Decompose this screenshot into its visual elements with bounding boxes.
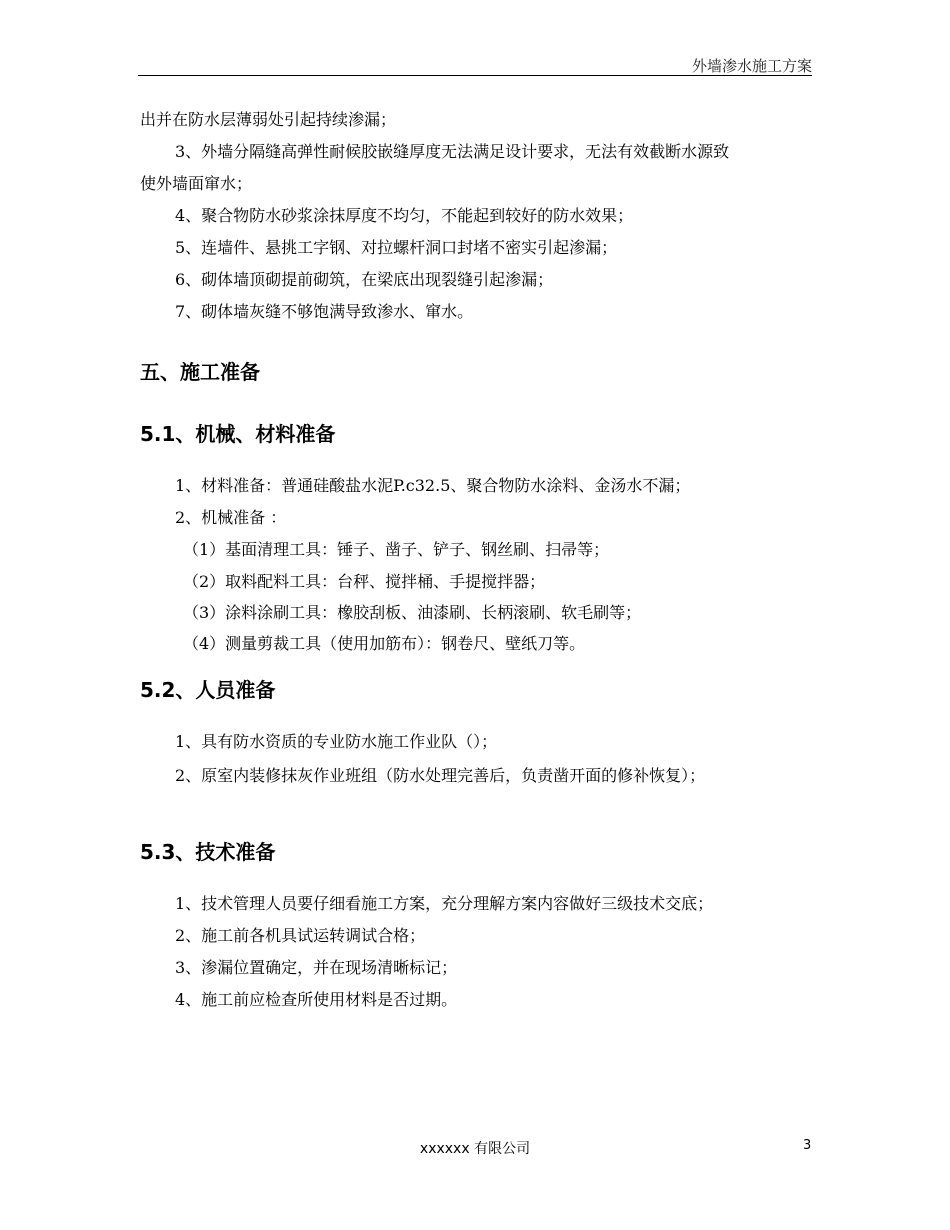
page-number: 3: [803, 1138, 812, 1153]
header-title: 外墙渗水施工方案: [691, 57, 812, 75]
body-line: 6、砌体墙顶砌提前砌筑，在梁底出现裂缝引起渗漏；: [175, 270, 554, 289]
subsection-heading: 5.3、技术准备: [140, 840, 276, 864]
header-rule: [138, 75, 812, 76]
list-item: 1、技术管理人员要仔细看施工方案，充分理解方案内容做好三级技术交底；: [175, 894, 714, 913]
list-item: 1、具有防水资质的专业防水施工作业队（）；: [175, 732, 498, 751]
list-item: 4、施工前应检查所使用材料是否过期。: [175, 990, 458, 1009]
body-line: 出并在防水层薄弱处引起持续渗漏；: [140, 110, 397, 129]
list-subitem: （4）测量剪裁工具（使用加筋布）：钢卷尺、壁纸刀等。: [183, 634, 586, 653]
list-subitem: （2）取料配料工具：台秤、搅拌桶、手提搅拌器；: [183, 572, 546, 591]
subsection-heading: 5.1、机械、材料准备: [140, 422, 336, 446]
list-item: 1、材料准备：普通硅酸盐水泥P.c32.5、聚合物防水涂料、金汤水不漏；: [175, 476, 691, 495]
list-item: 2、机械准备 ：: [175, 508, 287, 527]
body-line: 使外墙面窜水；: [140, 174, 253, 193]
body-line: 4、聚合物防水砂浆涂抹厚度不均匀，不能起到较好的防水效果；: [175, 206, 634, 225]
list-item: 2、施工前各机具试运转调试合格；: [175, 926, 426, 945]
list-subitem: （3）涂料涂刷工具：橡胶刮板、油漆刷、长柄滚刷、软毛刷等；: [183, 603, 642, 622]
list-item: 3、渗漏位置确定，并在现场清晰标记；: [175, 958, 458, 977]
section-heading: 五、施工准备: [140, 360, 260, 384]
list-subitem: （1）基面清理工具：锤子、凿子、铲子、钢丝刷、扫帚等；: [183, 540, 610, 559]
footer-company: xxxxxx 有限公司: [419, 1141, 531, 1157]
list-item: 2、原室内装修抹灰作业班组（防水处理完善后，负责凿开面的修补恢复）；: [175, 766, 706, 785]
body-line: 5、连墙件、悬挑工字钢、对拉螺杆洞口封堵不密实引起渗漏；: [175, 238, 618, 257]
body-line: 7、砌体墙灰缝不够饱满导致渗水、窜水。: [175, 302, 474, 321]
subsection-heading: 5.2、人员准备: [140, 678, 276, 702]
body-line: 3、外墙分隔缝高弹性耐候胶嵌缝厚度无法满足设计要求，无法有效截断水源致: [175, 142, 730, 161]
